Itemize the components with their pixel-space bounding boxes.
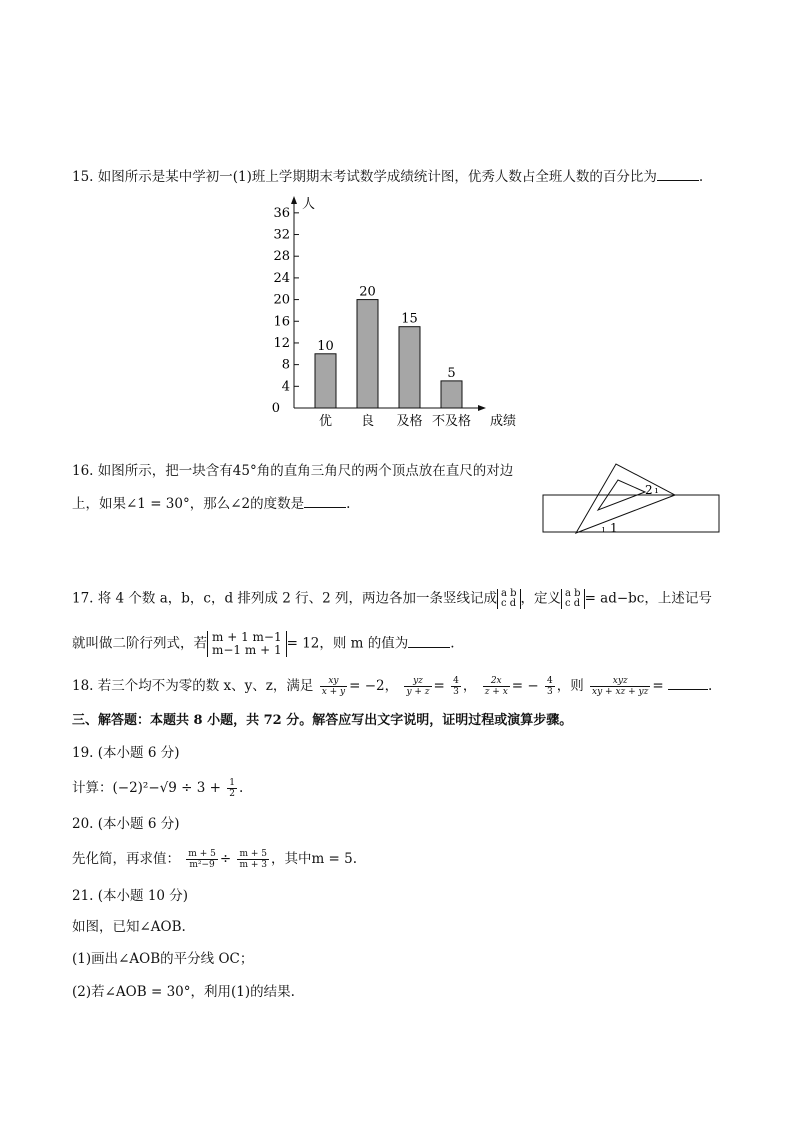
x-category-label: 及格 <box>396 414 423 429</box>
determinant-definition <box>561 589 585 609</box>
question-17-line-1 <box>72 589 712 609</box>
fraction-1-2: $\frac{1}{2}$ <box>229 778 235 799</box>
y-tick-label: 24 <box>273 270 290 286</box>
question-19-heading: 19. (本小题 6 分) <box>72 745 180 761</box>
question-17-line-2 <box>72 631 455 657</box>
fraction-neg-4-3: $\frac{4}{3}$ <box>547 676 553 697</box>
determinant-notation <box>497 589 521 609</box>
det-row-1: m + 1 m−1 <box>212 630 282 644</box>
fraction-4-3: $\frac{4}{3}$ <box>453 676 459 697</box>
ruler-triangle-figure <box>540 458 726 538</box>
question-16-line-2 <box>72 493 350 513</box>
question-19-expression: 计算：(−2)²−√9 ÷ 3 + <box>72 780 221 796</box>
question-20-text-a: 先化简，再求值： <box>72 851 180 867</box>
period: . <box>707 678 713 694</box>
question-21-line-3: (2)若∠AOB = 30°，利用(1)的结果. <box>72 984 295 1000</box>
question-20-body: 先化简，再求值： $\frac{m + 5}{\text{m²−9}}$ ÷ $\frac{m + 5}{m + 3}$ ，其中m = 5. <box>72 849 358 870</box>
bar-2 <box>399 327 420 408</box>
y-tick-label: 12 <box>273 335 290 351</box>
question-20-heading: 20. (本小题 6 分) <box>72 816 180 832</box>
bar-1 <box>357 300 378 408</box>
fraction-m5-m3: $\frac{m + 5}{m + 3}$ <box>239 849 267 870</box>
angle-2-label: 2 <box>645 483 653 497</box>
x-category-label: 良 <box>360 414 375 429</box>
answer-blank <box>408 633 450 648</box>
bar-value-label: 5 <box>447 365 456 381</box>
fraction-m5-m2-9: $\frac{m + 5}{\text{m²−9}}$ <box>188 849 216 870</box>
det-row-2: c d <box>565 598 581 609</box>
question-18-text-a: 18. 若三个均不为零的数 x、y、z，满足 <box>72 678 314 694</box>
x-axis-label: 成绩 <box>490 414 517 429</box>
period: . <box>698 169 704 185</box>
y-tick-label: 0 <box>271 401 280 416</box>
angle-1-label: 1 <box>610 521 618 535</box>
y-tick-label: 36 <box>273 205 290 221</box>
question-18: 18. 若三个均不为零的数 x、y、z，满足 $\frac{xy}{x + y}$ = −2， $\frac{yz}{y + z}$ = $\frac{4}{3}$ ， $\frac{2x}{z + x}$ = − $\frac{4}{3}$ ，则 $\frac{\text{xyz}}{xy + xz + yz}$ = . <box>72 676 713 697</box>
det-row-1: a b <box>565 588 581 599</box>
bar-value-label: 20 <box>359 284 376 300</box>
period: . <box>450 635 455 652</box>
question-21-line-2: (1)画出∠AOB的平分线 OC； <box>72 951 254 967</box>
question-16-line-1 <box>72 462 513 480</box>
bar-0 <box>315 354 336 408</box>
fraction-xyz: $\frac{\text{xyz}}{xy + xz + yz}$ <box>592 676 649 697</box>
period: . <box>346 496 351 512</box>
bar-chart <box>250 190 550 430</box>
fraction-yz: $\frac{yz}{y + z}$ <box>406 676 430 697</box>
answer-blank <box>304 493 346 508</box>
y-axis <box>291 196 297 408</box>
fraction-xy: $\frac{xy}{x + y}$ <box>321 676 346 697</box>
question-15-text: 15. 如图所示是某中学初一(1)班上学期期末考试数学成绩统计图，优秀人数占全班人数的百分比为 <box>72 169 657 185</box>
angle-1-tick: ı <box>602 525 605 535</box>
y-tick-label: 8 <box>281 357 290 373</box>
answer-blank <box>657 166 699 181</box>
ruler <box>543 495 719 532</box>
determinant-equation <box>207 631 287 657</box>
bar-value-label: 10 <box>317 338 334 354</box>
bar-3 <box>441 381 462 408</box>
question-17-text-d: 就叫做二阶行列式，若 <box>72 635 207 652</box>
question-17-text-a: 17. 将 4 个数 a，b，c，d 排列成 2 行、2 列，两边各加一条竖线记成 <box>72 590 497 607</box>
det-row-1: a b <box>500 588 517 599</box>
question-15 <box>72 166 703 186</box>
fraction-2x: $\frac{2x}{z + x}$ <box>484 676 508 697</box>
question-17-text-e: = 12，则 m 的值为 <box>286 635 409 652</box>
question-17-text-b: ，定义 <box>520 590 562 607</box>
section-heading: 三、解答题：本题共 8 小题，共 72 分。解答应写出文字说明，证明过程或演算步骤。 <box>72 713 573 728</box>
x-category-label: 不及格 <box>431 414 472 429</box>
y-tick-label: 32 <box>273 227 290 243</box>
question-16-text-1: 16. 如图所示，把一块含有45°角的直角三角尺的两个顶点放在直尺的对边 <box>72 463 514 479</box>
question-16-text-2: 上，如果∠1 = 30°，那么∠2的度数是 <box>72 496 305 512</box>
question-17-text-c: = ad−bc，上述记号 <box>584 590 712 607</box>
question-19-body: 计算：(−2)²−√9 ÷ 3 + $\frac{1}{2}$ . <box>72 778 244 799</box>
x-category-label: 优 <box>318 414 333 429</box>
bar-value-label: 15 <box>401 311 418 327</box>
det-row-2: c d <box>500 598 517 609</box>
y-axis-label: 人 <box>302 197 316 212</box>
y-tick-label: 4 <box>281 379 290 395</box>
angle-2-tick: ı <box>655 486 658 496</box>
det-row-2: m−1 m + 1 <box>212 643 282 657</box>
y-tick-label: 16 <box>273 314 290 330</box>
answer-blank <box>668 675 708 690</box>
y-tick-label: 28 <box>273 249 290 265</box>
y-tick-label: 20 <box>273 292 290 308</box>
question-21-heading: 21. (本小题 10 分) <box>72 888 189 904</box>
question-21-line-1: 如图，已知∠AOB. <box>72 919 186 935</box>
